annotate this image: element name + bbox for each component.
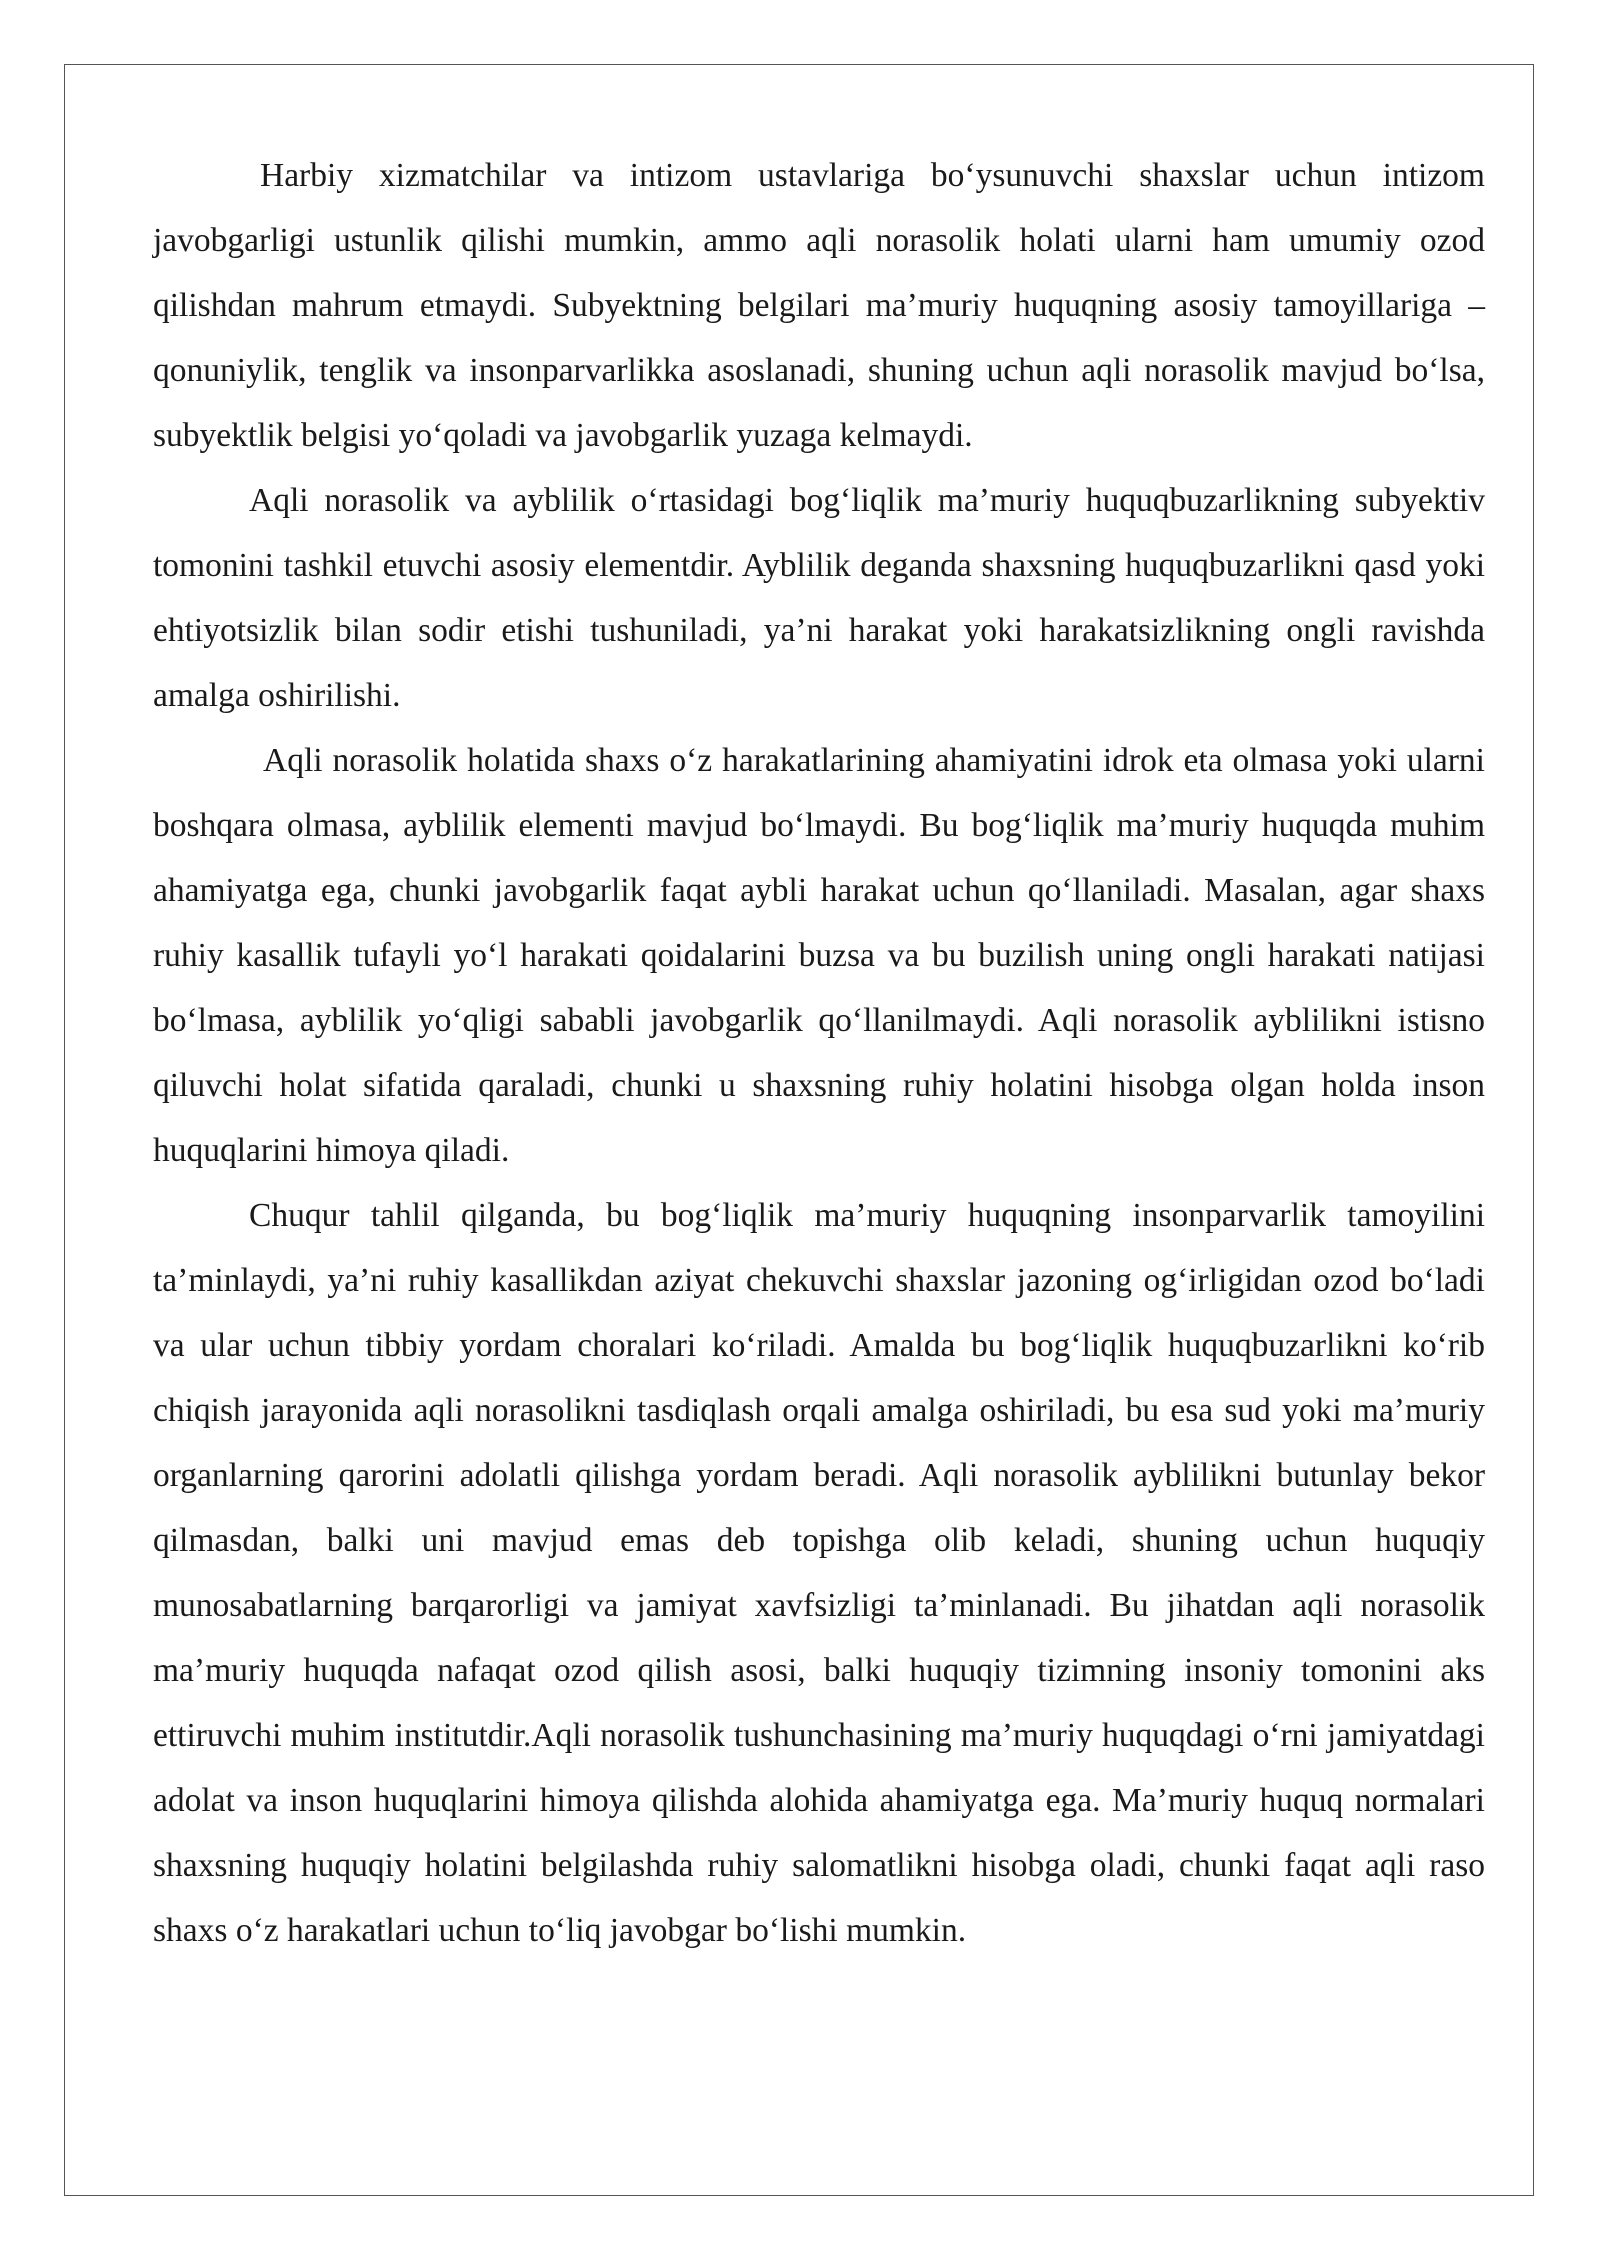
paragraph-2: Aqli norasolik va ayblilik o‘rtasidagi bog‘liqlik ma’muriy huquqbuzarlikning subyektiv tomonini tashkil etuvchi asosiy elementdir. Ayblilik deganda shaxsning huquqbuzarlikni qasd yoki ehtiyotsizlik bilan sodir etishi tushuniladi, ya’ni harakat yoki harakatsizlikning ongli ravishda amalga oshirilishi. [153,482,1485,714]
paragraph-4: Chuqur tahlil qilganda, bu bog‘liqlik ma’muriy huquqning insonparvarlik tamoyilini ta’minlaydi, ya’ni ruhiy kasallikdan aziyat chekuvchi shaxslar jazoning og‘irligidan ozod bo‘ladi va ular uchun tibbiy yordam choralari ko‘riladi. Amalda bu bog‘liqlik huquqbuzarlikni ko‘rib chiqish jarayonida aqli norasolikni tasdiqlash orqali amalga oshiriladi, bu esa sud yoki ma’muriy organlarning qarorini adolatli qilishga yordam beradi. Aqli norasolik ayblilikni butunlay bekor qilmasdan, balki uni mavjud emas deb topishga olib keladi, shuning uchun huquqiy munosabatlarning barqarorligi va jamiyat xavfsizligi ta’minlanadi. Bu jihatdan aqli norasolik ma’muriy huquqda nafaqat ozod qilish asosi, balki huquqiy tizimning insoniy tomonini aks ettiruvchi muhim institutdir.Aqli norasolik tushunchasining ma’muriy huquqdagi o‘rni jamiyatdagi adolat va inson huquqlarini himoya qilishda alohida ahamiyatga ega. Ma’muriy huquq normalari shaxsning huquqiy holatini belgilashda ruhiy salomatlikni hisobga oladi, chunki faqat aqli raso shaxs o‘z harakatlari uchun to‘liq javobgar bo‘lishi mumkin. [153,1197,1485,1949]
paragraph-3: Aqli norasolik holatida shaxs o‘z harakatlarining ahamiyatini idrok eta olmasa yoki ularni boshqara olmasa, ayblilik elementi mavjud bo‘lmaydi. Bu bog‘liqlik ma’muriy huquqda muhim ahamiyatga ega, chunki javobgarlik faqat aybli harakat uchun qo‘llaniladi. Masalan, agar shaxs ruhiy kasallik tufayli yo‘l harakati qoidalarini buzsa va bu buzilish uning ongli harakati natijasi bo‘lmasa, ayblilik yo‘qligi sababli javobgarlik qo‘llanilmaydi. Aqli norasolik ayblilikni istisno qiluvchi holat sifatida qaraladi, chunki u shaxsning ruhiy holatini hisobga olgan holda inson huquqlarini himoya qiladi. [153,742,1485,1169]
document-body [153,143,1485,1963]
paragraph-1: Harbiy xizmatchilar va intizom ustavlariga bo‘ysunuvchi shaxslar uchun intizom javobgarligi ustunlik qilishi mumkin, ammo aqli norasolik holati ularni ham umumiy ozod qilishdan mahrum etmaydi. Subyektning belgilari ma’muriy huquqning asosiy tamoyillariga – qonuniylik, tenglik va insonparvarlikka asoslanadi, shuning uchun aqli norasolik mavjud bo‘lsa, subyektlik belgisi yo‘qoladi va javobgarlik yuzaga kelmaydi. [153,157,1485,454]
